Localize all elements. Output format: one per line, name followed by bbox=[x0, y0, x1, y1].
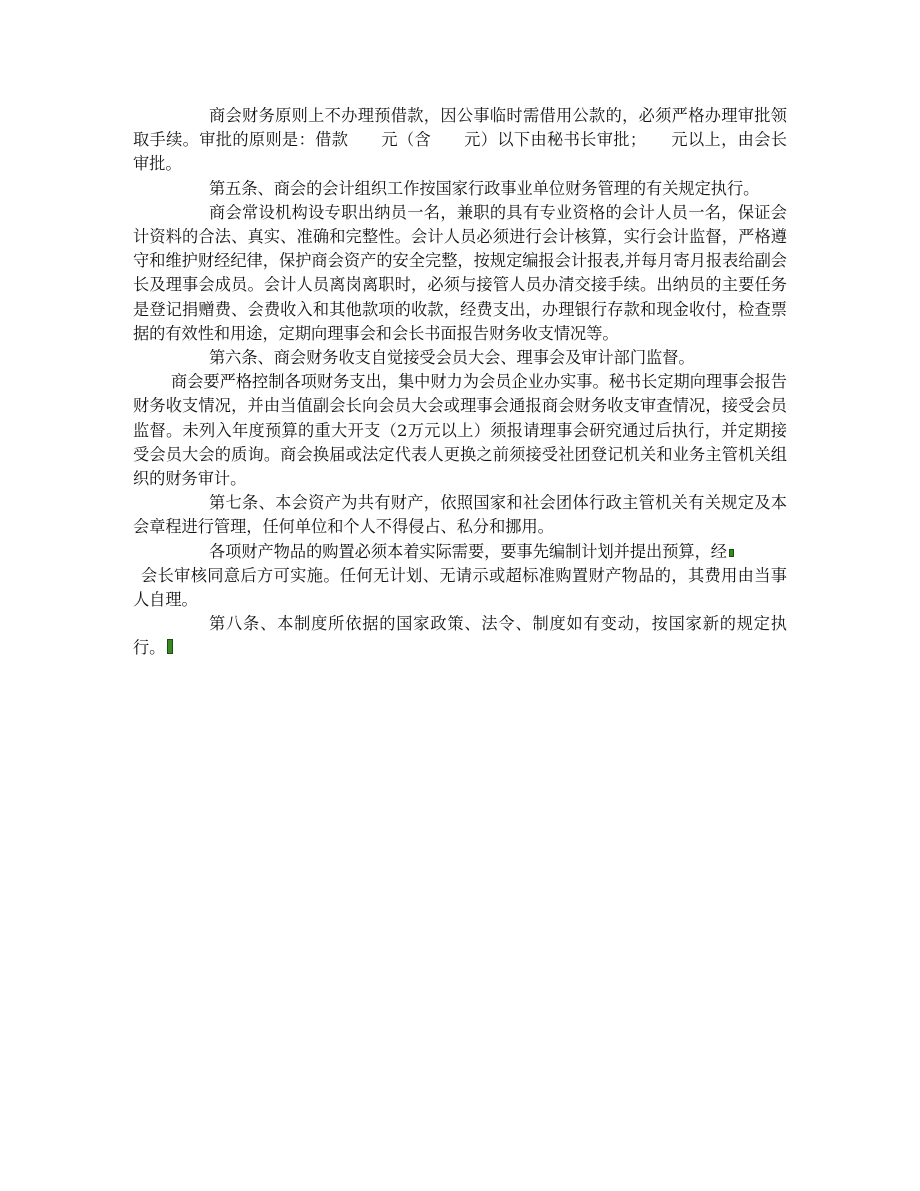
purchase-line1-text: 各项财产物品的购置必须本着实际需要，要事先编制计划并提出预算，经 bbox=[209, 541, 727, 561]
paragraph-purchase-line1 bbox=[133, 540, 787, 564]
paragraph-article-5: 第五条、商会的会计组织工作按国家行政事业单位财务管理的有关规定执行。 bbox=[209, 178, 760, 198]
document-end-marker-icon bbox=[167, 639, 173, 654]
paragraph-cashier-accountant: 商会常设机构设专职出纳员一名，兼职的具有专业资格的会计人员一名，保证会计资料的合法、真实、准确和完整性。会计人员必须进行会计核算，实行会计监督，严格遵守和维护财经纪律，保护商会资产的安全完整，按规定编报会计报表,并每月寄月报表给副会长及理事会成员。会计人员离岗离职时，必须与接管人员办清交接手续。出纳员的主要任务是登记捐赠费、会费收入和其他款项的收款，经费支出，办理银行存款和现金收付，检查票据的有效性和用途，定期向理事会和会长书面报告财务收支情况等。 bbox=[133, 202, 787, 343]
paragraph-expense-control: 商会要严格控制各项财务支出，集中财力为会员企业办实事。秘书长定期向理事会报告财务收支情况，并由当值副会长向会员大会或理事会通报商会财务收支审查情况，接受会员监督。未列入年度预算的重大开支（2万元以上）须报请理事会研究通过后执行，并定期接受会员大会的质询。商会换届或法定代表人更换之前须接受社团登记机关和业务主管机关组织的财务审计。 bbox=[133, 372, 787, 489]
paragraph-advance-loan: 商会财务原则上不办理预借款，因公事临时需借用公款的，必须严格办理审批领取手续。审批的原则是：借款 元（含 元）以下由秘书长审批； 元以上，由会长审批。 bbox=[133, 106, 787, 174]
article-8-text: 第八条、本制度所依据的国家政策、法令、制度如有变动，按国家新的规定执行。 bbox=[133, 614, 787, 658]
paragraph-end-marker-icon bbox=[729, 549, 734, 557]
paragraph-article-8 bbox=[133, 612, 787, 660]
paragraph-purchase-line2: 会长审核同意后方可实施。任何无计划、无请示或超标准购置财产物品的，其费用由当事人自理。 bbox=[133, 565, 787, 610]
document-body bbox=[133, 104, 787, 661]
paragraph-article-6: 第六条、商会财务收支自觉接受会员大会、理事会及审计部门监督。 bbox=[209, 348, 695, 368]
paragraph-article-7: 第七条、本会资产为共有财产，依照国家和社会团体行政主管机关有关规定及本会章程进行管理，任何单位和个人不得侵占、私分和挪用。 bbox=[133, 493, 787, 537]
